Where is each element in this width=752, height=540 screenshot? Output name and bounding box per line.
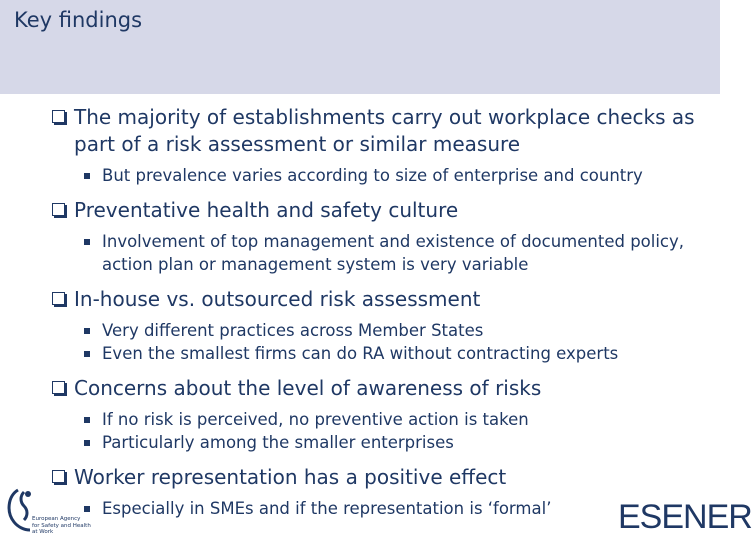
square-bullet-icon [84,173,90,179]
square-bullet-icon [84,351,90,357]
sub-bullet-text: Involvement of top management and existence of documented policy, action plan or management system is very variable [102,232,685,274]
findings-list [50,104,710,530]
header-band [0,0,720,94]
finding-bullet [50,197,710,224]
square-bullet-icon [84,440,90,446]
sub-bullet [82,342,710,365]
sub-bullet [82,431,710,454]
checkbox-bullet-icon [52,381,65,394]
sub-bullet-text: If no risk is perceived, no preventive action is taken [102,410,529,429]
sub-bullet [82,164,710,187]
sub-bullet-text: Even the smallest firms can do RA without contracting experts [102,344,619,363]
checkbox-bullet-icon [52,110,65,123]
square-bullet-icon [84,239,90,245]
finding-text: Concerns about the level of awareness of risks [74,376,542,400]
finding-4 [50,375,710,454]
finding-bullet [50,464,710,491]
finding-3 [50,286,710,365]
finding-2 [50,197,710,276]
finding-text: The majority of establishments carry out workplace checks as part of a risk assessment or similar measure [74,105,695,156]
finding-bullet [50,286,710,313]
finding-1 [50,104,710,187]
checkbox-bullet-icon [52,292,65,305]
sub-bullet-text: But prevalence varies according to size of enterprise and country [102,166,643,185]
finding-text: Preventative health and safety culture [74,198,459,222]
checkbox-bullet-icon [52,203,65,216]
sub-bullet-text: Very different practices across Member States [102,321,484,340]
sub-bullet [82,497,710,520]
finding-bullet [50,375,710,402]
eu-osha-agency-name: European Agency for Safety and Health at Work [32,516,91,535]
sub-bullet-text: Particularly among the smaller enterprises [102,433,454,452]
slide-title: Key findings [14,8,143,32]
sub-bullet [82,230,710,276]
square-bullet-icon [84,328,90,334]
square-bullet-icon [84,506,90,512]
square-bullet-icon [84,417,90,423]
finding-text: In-house vs. outsourced risk assessment [74,287,481,311]
sub-bullet-text: Especially in SMEs and if the representation is ‘formal’ [102,499,552,518]
esener-logo: ESENER [618,498,752,536]
sub-bullet [82,319,710,342]
finding-5 [50,464,710,520]
finding-bullet [50,104,710,158]
checkbox-bullet-icon [52,470,65,483]
finding-text: Worker representation has a positive effect [74,465,507,489]
sub-bullet [82,408,710,431]
